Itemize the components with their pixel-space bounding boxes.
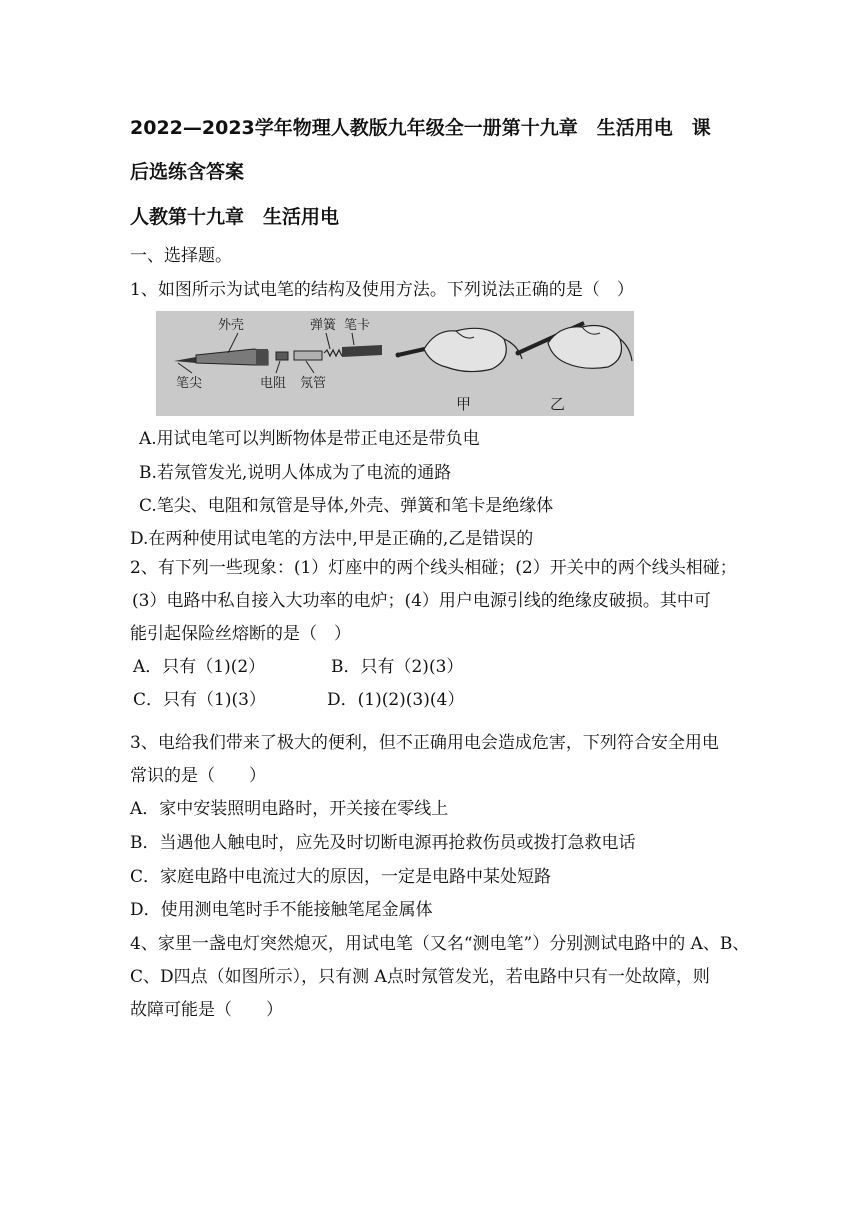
question-4-stem-line-3: 故障可能是（ ） xyxy=(130,1000,283,1020)
question-2-option-a: A．只有（1)(2） xyxy=(133,657,266,677)
question-2-stem-line-3: 能引起保险丝熔断的是（ ） xyxy=(130,624,351,644)
question-3-option-c: C．家庭电路中电流过大的原因，一定是电路中某处短路 xyxy=(130,867,552,887)
label-jia: 甲 xyxy=(456,395,472,413)
pen-cap-shape xyxy=(342,345,382,357)
document-title-line-1: 2022—2023学年物理人教版九年级全一册第十九章 生活用电 课 xyxy=(130,117,711,139)
test-pen-illustration xyxy=(156,311,634,416)
hand-jia-icon xyxy=(396,328,523,371)
question-3-option-b: B．当遇他人触电时，应先及时切断电源再抢救伤员或拨打急救电话 xyxy=(130,833,636,853)
label-spring: 弹簧 xyxy=(310,318,337,333)
pen-shell-end xyxy=(256,349,268,365)
document-title-line-2: 后选练含答案 xyxy=(130,161,245,183)
chapter-heading: 人教第十九章 生活用电 xyxy=(130,206,340,228)
label-yi: 乙 xyxy=(550,395,566,413)
question-2-stem-line-2: (3）电路中私自接入大功率的电炉；(4）用户电源引线的绝缘皮破损。其中可 xyxy=(132,591,711,611)
label-resistor: 电阻 xyxy=(260,376,287,391)
label-clip: 笔卡 xyxy=(344,318,371,333)
question-2-option-b: B．只有（2)(3） xyxy=(331,657,464,677)
section-heading: 一、选择题。 xyxy=(130,246,232,266)
pen-tip-shape xyxy=(174,357,196,363)
question-2-option-d: D．(1)(2)(3)(4） xyxy=(327,690,465,710)
resistor-shape xyxy=(276,352,288,360)
label-neon: 氖管 xyxy=(300,376,327,391)
question-2-option-c: C．只有（1)(3） xyxy=(133,690,266,710)
question-1-option-a: A.用试电笔可以判断物体是带正电还是带负电 xyxy=(139,429,480,449)
question-4-stem-line-2: C、D四点（如图所示），只有测 A点时氖管发光，若电路中只有一处故障，则 xyxy=(130,967,710,987)
question-1-option-d: D.在两种使用试电笔的方法中,甲是正确的,乙是错误的 xyxy=(130,529,534,549)
label-shell: 外壳 xyxy=(218,318,245,333)
question-1-option-b: B.若氖管发光,说明人体成为了电流的通路 xyxy=(139,463,452,483)
neon-tube-shape xyxy=(294,351,322,360)
test-pen-figure xyxy=(156,311,634,416)
question-3-option-a: A．家中安装照明电路时，开关接在零线上 xyxy=(130,799,449,819)
question-4-stem-line-1: 4、家里一盏电灯突然熄灭，用试电笔（又名“测电笔”）分别测试电路中的 A、B、 xyxy=(130,934,750,954)
question-3-stem-line-2: 常识的是（ ） xyxy=(130,766,266,786)
question-3-stem-line-1: 3、电给我们带来了极大的便利，但不正确用电会造成危害，下列符合安全用电 xyxy=(130,733,719,753)
question-3-option-d: D．使用测电笔时手不能接触笔尾金属体 xyxy=(130,900,433,920)
spring-shape xyxy=(324,350,342,356)
hand-yi-icon xyxy=(516,323,633,368)
question-1-option-c: C.笔尖、电阻和氖管是导体,外壳、弹簧和笔卡是绝缘体 xyxy=(139,496,554,516)
label-tip: 笔尖 xyxy=(176,376,203,391)
question-1-stem: 1、如图所示为试电笔的结构及使用方法。下列说法正确的是（ ） xyxy=(130,280,634,300)
question-2-stem-line-1: 2、有下列一些现象：(1）灯座中的两个线头相碰；(2）开关中的两个线头相碰； xyxy=(130,558,737,578)
